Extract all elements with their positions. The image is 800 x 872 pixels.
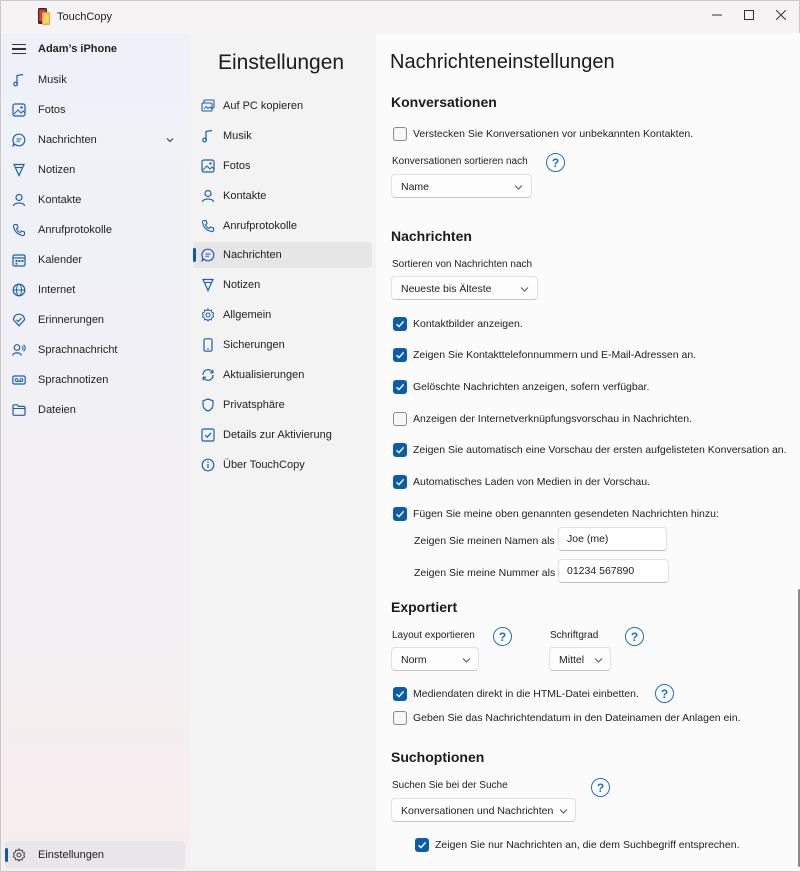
help-icon[interactable]: ?	[493, 627, 512, 646]
minimize-icon	[712, 10, 722, 20]
checkmark-icon	[395, 382, 405, 392]
sidebar-item-einstellungen[interactable]: Einstellungen	[5, 841, 185, 869]
music-note-icon	[12, 73, 26, 87]
active-indicator	[5, 848, 8, 862]
settings-title: Einstellungen	[218, 51, 345, 74]
settings-item-aktivierung[interactable]: Details zur Aktivierung	[193, 422, 372, 448]
copy-to-pc-icon	[201, 99, 215, 113]
auto-preview-label: Zeigen Sie automatisch eine Vorschau der ersten aufgelisteten Konversation an.	[413, 444, 787, 456]
page-title: Nachrichteneinstellungen	[390, 51, 615, 73]
close-icon	[776, 10, 786, 20]
show-deleted-messages-checkbox[interactable]	[393, 380, 407, 394]
section-heading-nachrichten: Nachrichten	[391, 228, 472, 244]
checkmark-icon	[395, 445, 405, 455]
device-name: Adam’s iPhone	[38, 43, 118, 55]
notes-icon	[201, 278, 215, 292]
my-name-input[interactable]	[558, 527, 667, 551]
help-icon[interactable]: ?	[625, 627, 644, 646]
settings-item-ueber-touchcopy[interactable]: Über TouchCopy	[193, 452, 372, 478]
touchcopy-logo-icon	[37, 8, 51, 26]
export-layout-label: Layout exportieren	[392, 630, 475, 641]
chat-bubble-icon	[12, 133, 26, 147]
shield-icon	[201, 398, 215, 412]
maximize-button[interactable]	[731, 1, 767, 29]
hamburger-menu-icon[interactable]	[12, 44, 26, 56]
my-number-label: Zeigen Sie meine Nummer als	[414, 567, 556, 579]
checkmark-icon	[417, 840, 427, 850]
title-bar	[1, 1, 799, 33]
auto-load-media-checkbox[interactable]	[393, 475, 407, 489]
checkmark-icon	[395, 477, 405, 487]
sidebar-item-musik[interactable]: Musik	[5, 66, 185, 94]
chevron-down-icon	[520, 285, 529, 293]
chevron-down-icon	[594, 656, 603, 664]
sidebar-item-dateien[interactable]: Dateien	[5, 396, 185, 424]
show-deleted-messages-label: Gelöschte Nachrichten anzeigen, sofern verfügbar.	[413, 381, 650, 393]
settings-item-auf-pc-kopieren[interactable]: Auf PC kopieren	[193, 93, 372, 119]
search-scope-dropdown[interactable]: Konversationen und Nachrichten	[391, 798, 576, 822]
hide-unknown-checkbox[interactable]	[393, 127, 407, 141]
my-number-input[interactable]	[558, 559, 669, 583]
help-icon[interactable]: ?	[546, 153, 565, 172]
sidebar-item-kalender[interactable]: Kalender	[5, 246, 185, 274]
sidebar-item-notizen[interactable]: Notizen	[5, 156, 185, 184]
minimize-button[interactable]	[699, 1, 735, 29]
checkmark-icon	[395, 689, 405, 699]
embed-media-checkbox[interactable]	[393, 687, 407, 701]
app-title: TouchCopy	[57, 11, 113, 23]
notes-icon	[12, 163, 26, 177]
export-layout-dropdown[interactable]: Norm	[391, 647, 479, 671]
gear-icon	[12, 848, 26, 862]
gear-icon	[201, 308, 215, 322]
reminder-icon	[12, 313, 26, 327]
folder-icon	[12, 403, 26, 417]
maximize-icon	[744, 10, 754, 20]
sidebar-item-sprachnotizen[interactable]: Sprachnotizen	[5, 366, 185, 394]
help-icon[interactable]: ?	[591, 778, 610, 797]
settings-item-musik[interactable]: Musik	[193, 123, 372, 149]
backup-icon	[201, 338, 215, 352]
date-in-filename-label: Geben Sie das Nachrichtendatum in den Dateinamen der Anlagen ein.	[413, 712, 741, 724]
only-matching-messages-label: Zeigen Sie nur Nachrichten an, die dem Suchbegriff entsprechen.	[435, 839, 740, 851]
show-contact-numbers-checkbox[interactable]	[393, 348, 407, 362]
auto-preview-checkbox[interactable]	[393, 443, 407, 457]
key-icon	[201, 428, 215, 442]
chevron-down-icon	[559, 807, 568, 815]
include-sent-messages-label: Fügen Sie meine oben genannten gesendeten Nachrichten hinzu:	[413, 508, 719, 520]
settings-menu	[189, 33, 376, 871]
settings-item-sicherungen[interactable]: Sicherungen	[193, 332, 372, 358]
message-sort-dropdown[interactable]: Neueste bis Älteste	[391, 276, 538, 300]
calendar-icon	[12, 253, 26, 267]
settings-item-anrufprotokolle[interactable]: Anrufprotokolle	[193, 213, 372, 239]
phone-icon	[12, 223, 26, 237]
conversation-sort-dropdown[interactable]: Name	[391, 174, 532, 198]
checkmark-icon	[395, 509, 405, 519]
checkmark-icon	[395, 319, 405, 329]
settings-item-privatsphaere[interactable]: Privatsphäre	[193, 392, 372, 418]
my-name-label: Zeigen Sie meinen Namen als	[414, 535, 555, 547]
embed-media-label: Mediendaten direkt in die HTML-Datei einbetten.	[413, 688, 639, 700]
auto-load-media-label: Automatisches Laden von Medien in der Vorschau.	[413, 476, 650, 488]
section-heading-exportiert: Exportiert	[391, 599, 458, 615]
refresh-icon	[201, 368, 215, 382]
image-icon	[201, 159, 215, 173]
sidebar-item-anrufprotokolle[interactable]: Anrufprotokolle	[5, 216, 185, 244]
active-indicator	[193, 248, 196, 262]
chat-bubble-icon	[201, 248, 215, 262]
message-settings-panel	[376, 33, 800, 871]
sidebar-item-nachrichten[interactable]: Nachrichten	[5, 126, 185, 154]
only-matching-messages-checkbox[interactable]	[415, 838, 429, 852]
conversation-sort-label: Konversationen sortieren nach	[392, 156, 528, 167]
message-sort-label: Sortieren von Nachrichten nach	[392, 259, 533, 270]
settings-item-notizen[interactable]: Notizen	[193, 272, 372, 298]
link-preview-checkbox[interactable]	[393, 412, 407, 426]
voicemail-icon	[12, 343, 26, 357]
person-icon	[12, 193, 26, 207]
chevron-down-icon	[514, 183, 523, 191]
settings-item-nachrichten[interactable]: Nachrichten	[193, 242, 372, 268]
music-note-icon	[201, 129, 215, 143]
close-button[interactable]	[763, 1, 799, 29]
sidebar-item-sprachnachricht[interactable]: Sprachnachricht	[5, 336, 185, 364]
sidebar-item-internet[interactable]: Internet	[5, 276, 185, 304]
device-sidebar	[1, 33, 189, 871]
info-icon	[201, 458, 215, 472]
font-size-label: Schriftgrad	[550, 630, 599, 641]
sidebar-item-kontakte[interactable]: Kontakte	[5, 186, 185, 214]
search-scope-label: Suchen Sie bei der Suche	[392, 780, 508, 791]
person-icon	[201, 189, 215, 203]
section-heading-suchoptionen: Suchoptionen	[391, 749, 485, 765]
show-contact-numbers-label: Zeigen Sie Kontakttelefonnummern und E-Mail-Adressen an.	[413, 349, 697, 361]
help-icon[interactable]: ?	[655, 684, 674, 703]
image-icon	[12, 103, 26, 117]
settings-item-aktualisierungen[interactable]: Aktualisierungen	[193, 362, 372, 388]
font-size-dropdown[interactable]: Mittel	[549, 647, 611, 671]
date-in-filename-checkbox[interactable]	[393, 711, 407, 725]
voice-memo-icon	[12, 373, 26, 387]
link-preview-label: Anzeigen der Internetverknüpfungsvorschau in Nachrichten.	[413, 413, 692, 425]
checkmark-icon	[395, 350, 405, 360]
sidebar-item-fotos[interactable]: Fotos	[5, 96, 185, 124]
chevron-down-icon	[462, 656, 471, 664]
sidebar-item-erinnerungen[interactable]: Erinnerungen	[5, 306, 185, 334]
globe-icon	[12, 283, 26, 297]
include-sent-messages-checkbox[interactable]	[393, 507, 407, 521]
chevron-down-icon[interactable]	[165, 135, 175, 145]
settings-item-kontakte[interactable]: Kontakte	[193, 183, 372, 209]
phone-icon	[201, 219, 215, 233]
show-contact-pictures-checkbox[interactable]	[393, 317, 407, 331]
settings-item-fotos[interactable]: Fotos	[193, 153, 372, 179]
settings-item-allgemein[interactable]: Allgemein	[193, 302, 372, 328]
show-contact-pictures-label: Kontaktbilder anzeigen.	[413, 318, 523, 330]
section-heading-konversationen: Konversationen	[391, 94, 497, 110]
hide-unknown-label: Verstecken Sie Konversationen vor unbekannten Kontakten.	[413, 128, 694, 140]
